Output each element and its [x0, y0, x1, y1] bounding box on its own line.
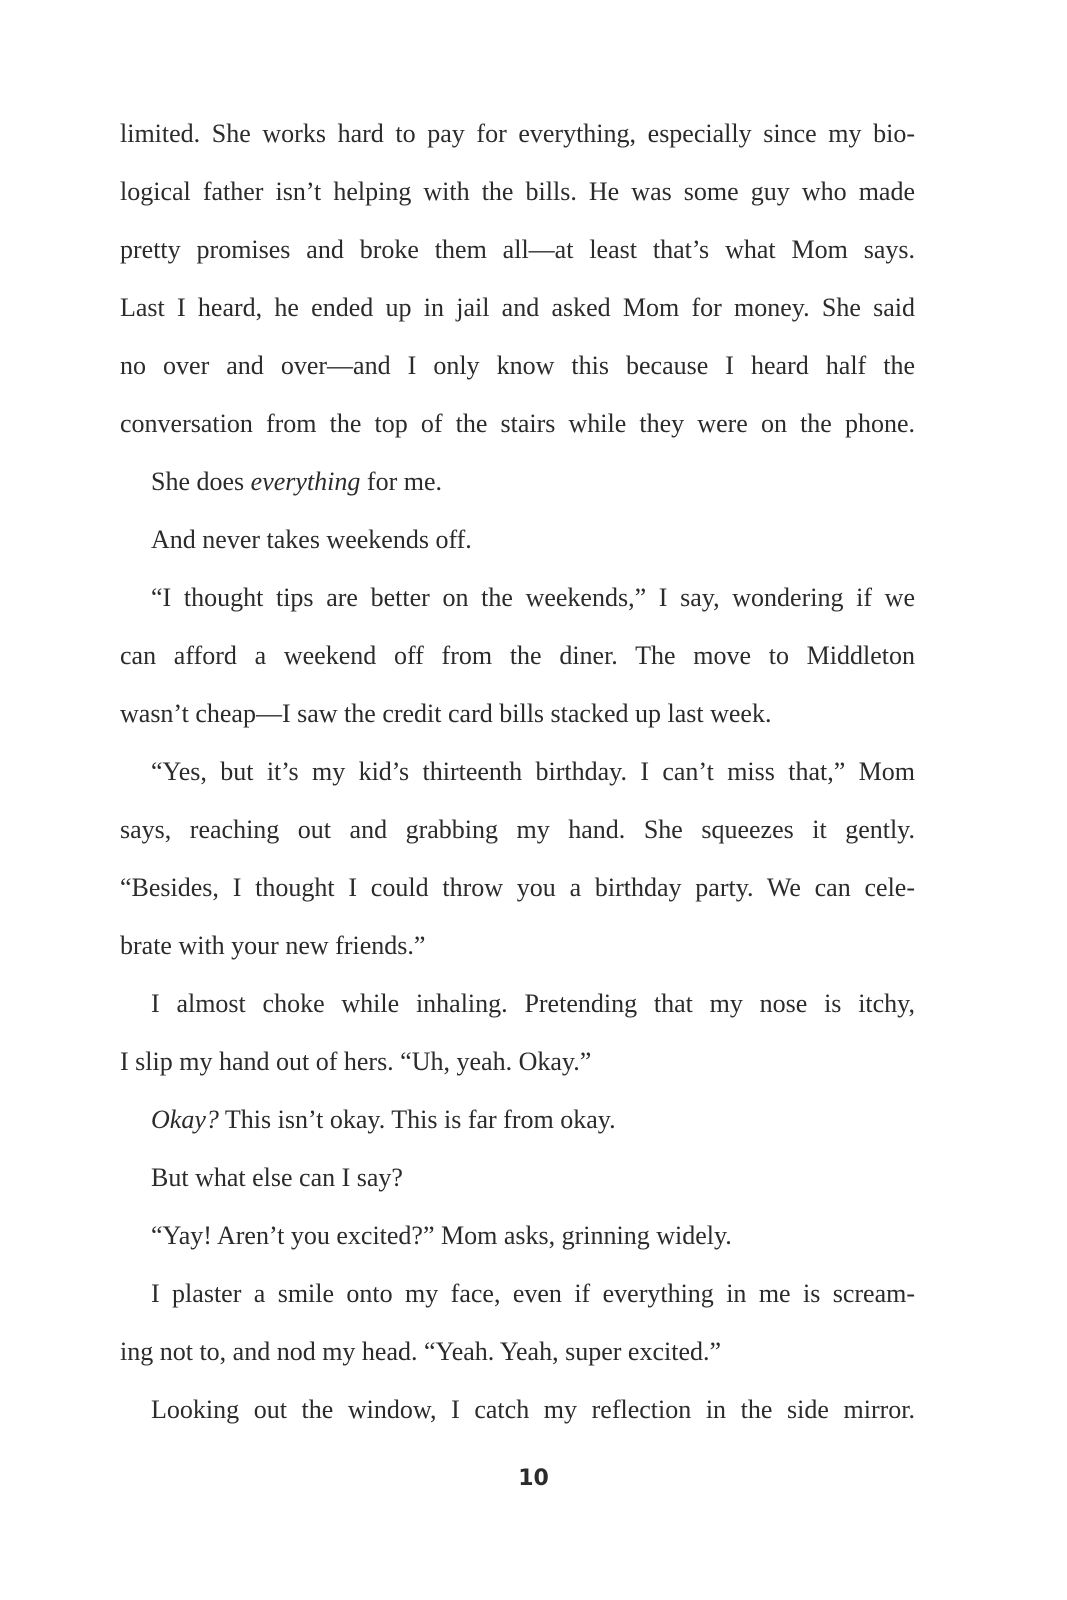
- text-line: I almost choke while inhaling. Pretending that my nose is itchy,: [151, 989, 915, 1018]
- text-line: Last I heard, he ended up in jail and asked Mom for money. She said: [120, 293, 915, 322]
- text-run: for me.: [360, 467, 442, 496]
- text-line: [120, 453, 915, 511]
- body-text: [120, 105, 915, 1439]
- text-line: logical father isn’t helping with the bills. He was some guy who made: [120, 177, 915, 206]
- text-line: “Yes, but it’s my kid’s thirteenth birthday. I can’t miss that,” Mom: [151, 757, 915, 786]
- page-number: 10: [518, 1466, 549, 1491]
- text-line: brate with your new friends.”: [120, 931, 426, 960]
- text-line: can afford a weekend off from the diner. The move to Middleton: [120, 641, 915, 670]
- text-run: She does: [151, 467, 251, 496]
- text-line: But what else can I say?: [151, 1163, 403, 1192]
- text-line: “Besides, I thought I could throw you a birthday party. We can cele-: [120, 873, 915, 902]
- text-line: [120, 1091, 915, 1149]
- text-line: conversation from the top of the stairs while they were on the phone.: [120, 409, 915, 438]
- text-line: says, reaching out and grabbing my hand. She squeezes it gently.: [120, 815, 915, 844]
- text-line: “Yay! Aren’t you excited?” Mom asks, grinning widely.: [151, 1221, 732, 1250]
- text-line: wasn’t cheap—I saw the credit card bills stacked up last week.: [120, 699, 772, 728]
- text-line: limited. She works hard to pay for everything, especially since my bio-: [120, 119, 915, 148]
- text-line: pretty promises and broke them all—at least that’s what Mom says.: [120, 235, 915, 264]
- text-line: And never takes weekends off.: [151, 525, 472, 554]
- text-line: Looking out the window, I catch my reflection in the side mirror.: [151, 1395, 915, 1424]
- text-line: I plaster a smile onto my face, even if everything in me is scream-: [151, 1279, 915, 1308]
- text-line: no over and over—and I only know this because I heard half the: [120, 351, 915, 380]
- emphasis-text: everything: [250, 467, 361, 496]
- text-line: “I thought tips are better on the weekends,” I say, wondering if we: [151, 583, 915, 612]
- text-run: This isn’t okay. This is far from okay.: [218, 1105, 616, 1134]
- text-line: I slip my hand out of hers. “Uh, yeah. Okay.”: [120, 1047, 592, 1076]
- emphasis-text: Okay?: [151, 1105, 219, 1134]
- text-line: ing not to, and nod my head. “Yeah. Yeah, super excited.”: [120, 1337, 722, 1366]
